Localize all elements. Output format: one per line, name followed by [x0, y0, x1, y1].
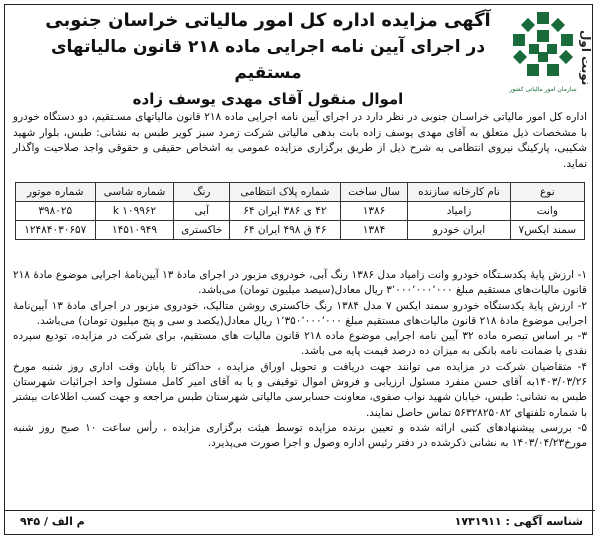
cell-year: ۱۳۸۶: [340, 202, 408, 221]
term-item: ۳- بر اساس تبصره ماده ۳۲ آیین نامه اجرایی موضوع ماده ۲۱۸ قانون مالیات های مستقیم، برای شرکت در مزایده، تودیع سپرده نقدی یا ضمانت نامه بانکی به میزان ده درصد قیمت پایه می باشد.: [13, 330, 587, 358]
col-chassis: شماره شاسی: [95, 183, 174, 202]
term-item: ۵- بررسی پیشنهادهای کتبی ارائه شده و تعیین برنده مزایده توسط هیئت برگزاری مزایده ، رأس ساعت ۱۰ صبح روز شنبه مورخ۱۴۰۳/۰۴/۲۳ به نشانی ذکرشده در دفتر رئیس اداره وصول و اجرا صورت می‌پذیرد.: [13, 421, 587, 450]
cell-engine: ۳۹۸۰۲۵: [16, 202, 96, 221]
col-manufacturer: نام کارخانه سازنده: [408, 183, 510, 202]
col-year: سال ساخت: [340, 183, 408, 202]
cell-plate: ۴۲ ی ۳۸۶ ایران ۶۴: [230, 202, 341, 221]
col-color: رنگ: [174, 183, 230, 202]
headline-line-3: اموال منقول آقای مهدی یوسف زاده: [132, 90, 404, 108]
intro-paragraph: اداره کل امور مالیاتی خراسـان جنوبی در نظر دارد در اجرای آیین نامه اجرایی ماده ۲۱۸ قانون مالیاتهای مسـتقیم، دو دستگاه خودرو با مشخصات ذیل متعلق به آقای مهدی یوسف زاده بابت بدهی مالیاتی شرکت زمرد سبز کویر طبس به نشانی: طبس، بلوار شهید شکیبی، پارکینگ نیروی انتظامی به شرح ذیل از طریق برگزاری مزایده عمومی به اشخاص حقیقی و حقوقی واجد صلاحیت واگذار نماید.: [13, 111, 587, 170]
cell-year: ۱۳۸۴: [340, 221, 408, 240]
cell-manufacturer: ایران خودرو: [408, 221, 510, 240]
terms-list: [13, 268, 587, 452]
table-header-row: [16, 183, 585, 202]
cell-engine: ۱۲۴۸۴۰۳۰۶۵۷: [16, 221, 96, 240]
cell-type: وانت: [510, 202, 584, 221]
cell-chassis: ۱۴۵۱۰۹۴۹: [95, 221, 174, 240]
table-row: [16, 221, 585, 240]
ad-id: [455, 515, 583, 528]
table-row: [16, 202, 585, 221]
cell-plate: ۴۶ ق ۴۹۸ ایران ۶۴: [230, 221, 341, 240]
reference-number: م الف / ۹۴۵: [20, 515, 85, 528]
term-item: ۴- متقاضیان شرکت در مزایده می توانند جهت دریافت و تحویل اوراق مزایده ، حداکثر تا پایان وقت اداری روز شنبه مورخ ۱۴۰۳/۰۳/۲۶به آقای حسن منفرد مسئول ارزیابی و فروش اموال توقیفی و یا به آقای امیر کامل مسئول واحد اجرائیات شهرستان طبس به نشانی: طبس، خیابان شهید نواب صفوی، معاونت حسابرسی مالیاتی شهرستان طبس مراجعه و جهت کسب اطلاعات بیشتر با شماره تلفنهای ۵۶۳۲۸۲۵۰۸۲ تماس حاصل نمایند.: [13, 360, 587, 419]
cell-manufacturer: زامیاد: [408, 202, 510, 221]
term-item: ۱- ارزش پایهٔ یکدسـتگاه خودرو وانت زامیاد مدل ۱۳۸۶ رنگ آبی، خودروی مزبور در اجرای مادهٔ ۱۳ آیین‌نامهٔ اجرایی موضوع مادهٔ ۲۱۸ قانون مالیات‌های مستقیم مبلغ ۳٬۰۰۰٬۰۰۰٬۰۰۰ ریال معادل(سیصد میلیون تومان) می‌باشد.: [13, 269, 587, 297]
edition-label: نوبت اول: [579, 30, 593, 86]
cell-chassis: k ۱۰۹۹۶۲: [95, 202, 174, 221]
cell-color: خاکستری: [174, 221, 230, 240]
ad-headline: [33, 8, 503, 112]
col-type: نوع: [510, 183, 584, 202]
cell-color: آبی: [174, 202, 230, 221]
ad-id-value: ۱۷۳۱۹۱۱: [454, 515, 502, 528]
col-plate: شماره پلاک انتظامی: [230, 183, 341, 202]
tax-organization-logo: [509, 10, 577, 106]
cell-type: سمند ایکس۷: [510, 221, 584, 240]
vehicles-table: [15, 182, 585, 240]
term-item: ۲- ارزش پایهٔ یکدستگاه خودرو سمند ایکس ۷ مدل ۱۳۸۴ رنگ خاکستری روشن متالیک، خودروی مزبور در اجرای مادهٔ ۱۳ آیین‌نامهٔ اجرایی موضوع مادهٔ ۲۱۸ قانون مالیات‌های مستقیم مبلغ ۱٬۳۵۰٬۰۰۰٬۰۰۰ ریال معادل(یکصد و سی و پنج میلیون تومان) می‌باشد.: [13, 299, 587, 327]
headline-line-2: در اجرای آیین نامه اجرایی ماده ۲۱۸ قانون مالیاتهای مستقیم: [50, 37, 486, 83]
logo-caption: سازمان امور مالیاتی کشور: [509, 86, 577, 93]
headline-line-1: آگهی مزایده اداره کل امور مالیاتی خراسان جنوبی: [45, 10, 491, 31]
ad-footer: [4, 510, 595, 535]
col-engine: شماره موتور: [16, 183, 96, 202]
logo-emblem-icon: [509, 10, 577, 84]
ad-id-label: شناسه آگهی :: [505, 515, 583, 528]
